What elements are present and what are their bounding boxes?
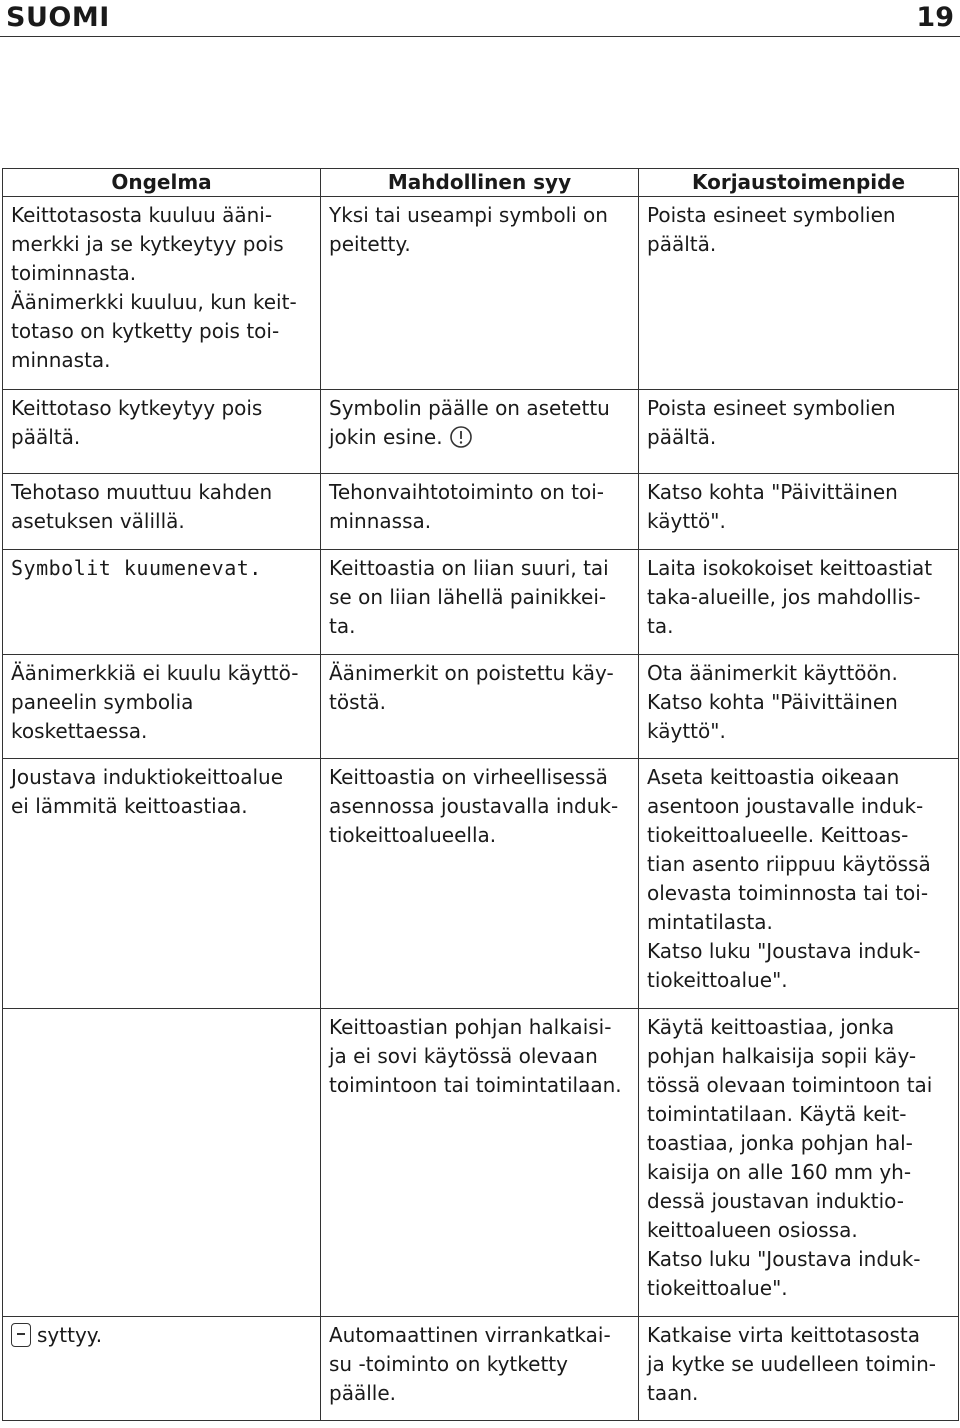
power-icon <box>449 425 473 449</box>
remedy-cell: Laita isokokoiset keittoastiat taka-alueille, jos mahdollis- ta. <box>639 550 959 655</box>
cause-cell: Äänimerkit on poistettu käy- töstä. <box>321 655 639 759</box>
troubleshooting-table <box>2 168 959 1421</box>
table-row <box>3 550 959 655</box>
remedy-cell: Aseta keittoastia oikeaan asentoon joustavalle induk- tiokeittoalueelle. Keittoas- tian asento riippuu käytössä olevasta toiminnosta tai toi- mintatilasta. Katso luku "Joustava induk- tiokeittoalue". <box>639 759 959 1009</box>
remedy-cell: Poista esineet symbolien päältä. <box>639 197 959 390</box>
table-row <box>3 1009 959 1317</box>
problem-cell: Keittotaso kytkeytyy pois päältä. <box>3 390 321 474</box>
remedy-cell: Käytä keittoastiaa, jonka pohjan halkaisija sopii käy- tössä olevaan toimintoon tai toimintatilaan. Käytä keit- toastiaa, jonka pohjan hal- kaisija on alle 160 mm yh- dessä joustavan induktio- keittoalueen osiossa. Katso luku "Joustava induk- tiokeittoalue". <box>639 1009 959 1317</box>
minus-symbol-icon <box>11 1323 31 1347</box>
problem-cell: Äänimerkkiä ei kuulu käyttö- paneelin symbolia koskettaessa. <box>3 655 321 759</box>
remedy-cell: Katso kohta "Päivittäinen käyttö". <box>639 474 959 550</box>
problem-cell <box>3 1317 321 1421</box>
problem-cell: Symbolit kuumenevat. <box>3 550 321 655</box>
cause-cell: Automaattinen virrankatkai- su -toiminto on kytketty päälle. <box>321 1317 639 1421</box>
problem-cell: Tehotaso muuttuu kahden asetuksen välillä. <box>3 474 321 550</box>
column-header-remedy: Korjaustoimenpide <box>639 169 959 197</box>
problem-text: syttyy. <box>37 1323 103 1347</box>
cause-cell: Keittoastian pohjan halkaisi- ja ei sovi käytössä olevaan toimintoon tai toimintatilaan. <box>321 1009 639 1317</box>
table-header-row <box>3 169 959 197</box>
cause-cell: Keittoastia on virheellisessä asennossa joustavalla induk- tiokeittoalueella. <box>321 759 639 1009</box>
problem-cell: Joustava induktiokeittoalue ei lämmitä keittoastiaa. <box>3 759 321 1009</box>
cause-cell: Tehonvaihtotoiminto on toi- minnassa. <box>321 474 639 550</box>
problem-cell: Keittotasosta kuuluu ääni- merkki ja se kytkeytyy pois toiminnasta. Äänimerkki kuuluu, kun keit- totaso on kytketty pois toi- minnasta. <box>3 197 321 390</box>
cause-cell: Keittoastia on liian suuri, tai se on liian lähellä painikkei- ta. <box>321 550 639 655</box>
table-row <box>3 759 959 1009</box>
page-header <box>0 0 960 37</box>
cause-cell: Yksi tai useampi symboli on peitetty. <box>321 197 639 390</box>
table-row <box>3 390 959 474</box>
remedy-cell: Katkaise virta keittotasosta ja kytke se uudelleen toimin- taan. <box>639 1317 959 1421</box>
table-row <box>3 474 959 550</box>
remedy-cell: Poista esineet symbolien päältä. <box>639 390 959 474</box>
problem-cell <box>3 1009 321 1317</box>
column-header-problem: Ongelma <box>3 169 321 197</box>
cause-cell <box>321 390 639 474</box>
page-number: 19 <box>916 2 954 33</box>
cause-text: Symbolin päälle on asetettu jokin esine. <box>329 396 610 449</box>
section-title: SUOMI <box>6 2 110 33</box>
remedy-cell: Ota äänimerkit käyttöön. Katso kohta "Päivittäinen käyttö". <box>639 655 959 759</box>
table-row <box>3 197 959 390</box>
column-header-cause: Mahdollinen syy <box>321 169 639 197</box>
table-row <box>3 655 959 759</box>
table-row <box>3 1317 959 1421</box>
